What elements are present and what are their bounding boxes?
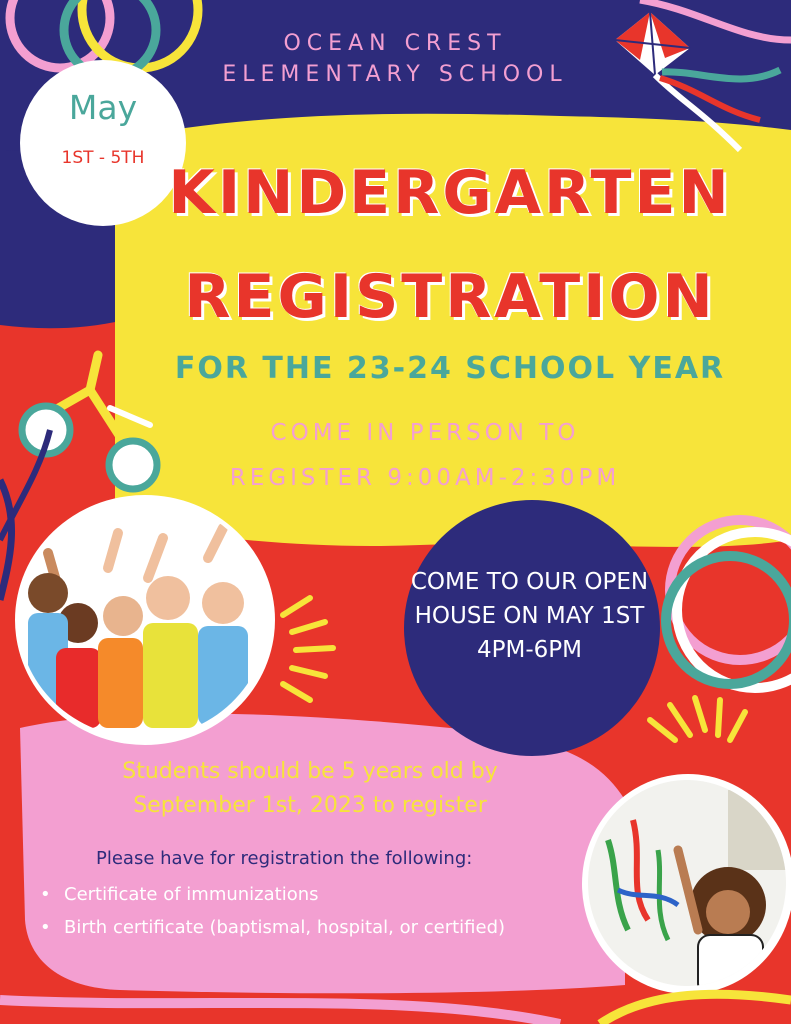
title-line-2: REGISTRATION bbox=[184, 262, 716, 332]
date-month: May bbox=[68, 88, 138, 127]
requirements-list bbox=[40, 878, 505, 944]
photo-group-of-cheering-kids bbox=[18, 498, 268, 738]
photo-girl-painting-on-wall bbox=[588, 780, 786, 986]
list-item: • Certificate of immunizations bbox=[40, 878, 505, 911]
school-name: OCEAN CREST ELEMENTARY SCHOOL bbox=[222, 31, 568, 87]
in-person-line-1: COME IN PERSON TO bbox=[270, 420, 580, 446]
age-requirement: Students should be 5 years old by September 1st, 2023 to register bbox=[122, 759, 498, 818]
sun-ray-icon bbox=[283, 598, 333, 700]
requirements-heading: Please have for registration the following: bbox=[96, 848, 473, 869]
title-line-1: KINDERGARTEN bbox=[168, 158, 732, 228]
date-range: 1ST - 5TH bbox=[61, 148, 145, 168]
open-house-text: COME TO OUR OPEN HOUSE ON MAY 1ST 4PM-6PM bbox=[410, 569, 649, 663]
list-item: • Birth certificate (baptismal, hospital, or certified) bbox=[40, 911, 505, 944]
school-year-subtitle: FOR THE 23-24 SCHOOL YEAR bbox=[174, 351, 726, 386]
in-person-line-2: REGISTER 9:00AM-2:30PM bbox=[229, 465, 621, 491]
